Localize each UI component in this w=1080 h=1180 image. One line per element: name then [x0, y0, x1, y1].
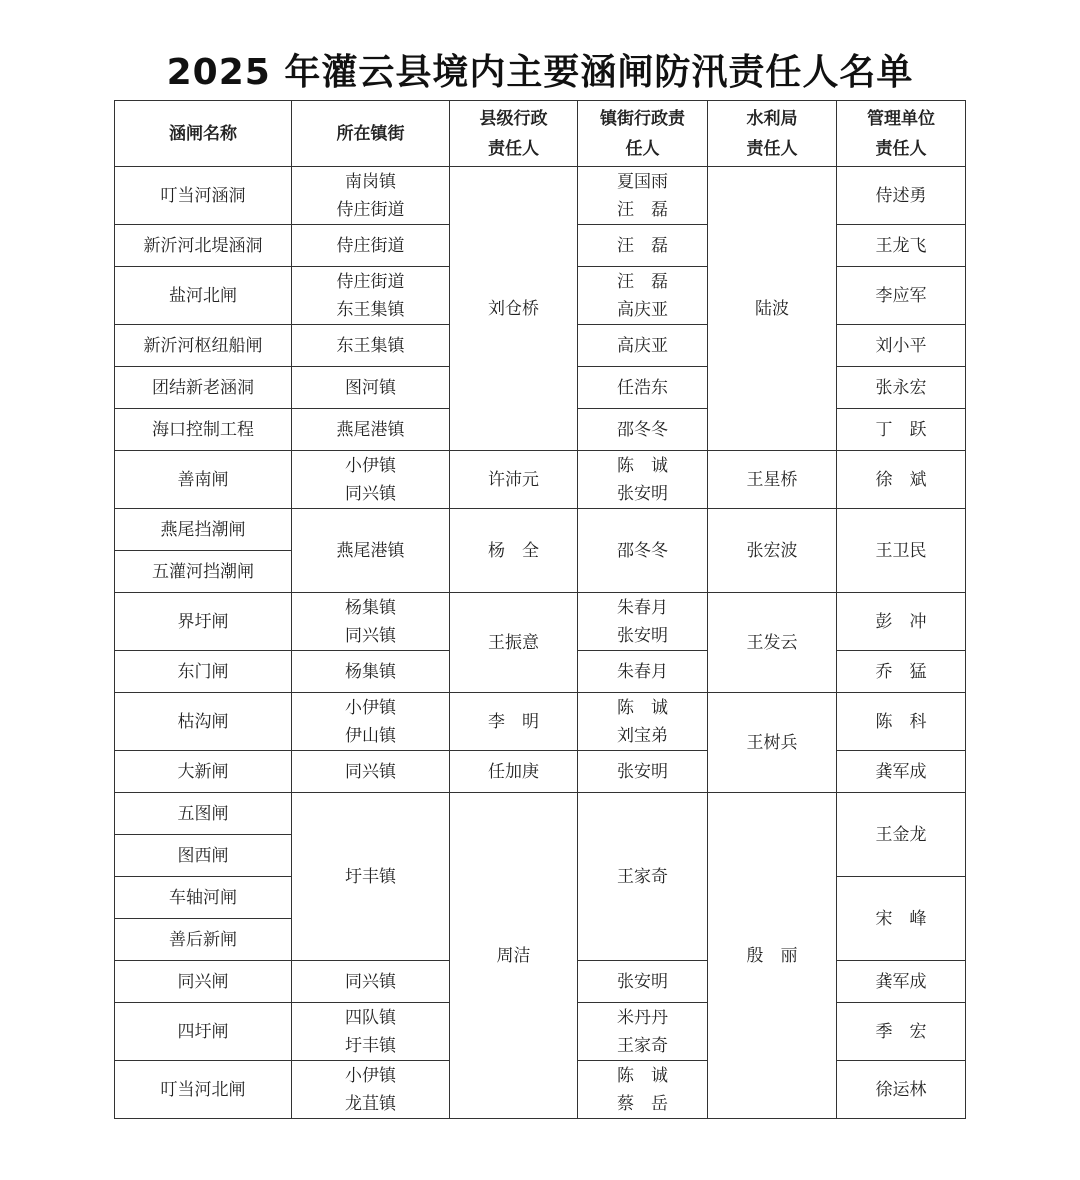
- gate-name-cell: 叮当河北闸: [115, 1061, 292, 1119]
- table-row: [115, 593, 966, 651]
- responsibility-table: [114, 100, 966, 1119]
- town-cell: 侍庄街道: [292, 225, 450, 267]
- town-responsible-cell: 汪 磊: [578, 225, 708, 267]
- gate-name-cell: 团结新老涵洞: [115, 367, 292, 409]
- header-town-responsible: 镇街行政责 任人: [578, 101, 708, 167]
- town-cell: 小伊镇 同兴镇: [292, 451, 450, 509]
- town-cell: 圩丰镇: [292, 793, 450, 961]
- town-responsible-cell: 夏国雨 汪 磊: [578, 167, 708, 225]
- management-responsible-cell: 季 宏: [837, 1003, 966, 1061]
- gate-name-cell: 盐河北闸: [115, 267, 292, 325]
- management-responsible-cell: 徐运林: [837, 1061, 966, 1119]
- table-row: [115, 693, 966, 751]
- town-cell: 小伊镇 龙苴镇: [292, 1061, 450, 1119]
- town-responsible-cell: 米丹丹 王家奇: [578, 1003, 708, 1061]
- gate-name-cell: 五图闸: [115, 793, 292, 835]
- gate-name-cell: 车轴河闸: [115, 877, 292, 919]
- county-responsible-cell: 李 明: [450, 693, 578, 751]
- town-cell: 小伊镇 伊山镇: [292, 693, 450, 751]
- town-responsible-cell: 王家奇: [578, 793, 708, 961]
- gate-name-cell: 善后新闸: [115, 919, 292, 961]
- table-row: [115, 751, 966, 793]
- county-responsible-cell: 周洁: [450, 793, 578, 1119]
- town-cell: 杨集镇 同兴镇: [292, 593, 450, 651]
- table-header-row: [115, 101, 966, 167]
- water-bureau-responsible-cell: 殷 丽: [708, 793, 837, 1119]
- table-row: [115, 167, 966, 225]
- town-responsible-cell: 陈 诚 蔡 岳: [578, 1061, 708, 1119]
- water-bureau-responsible-cell: 王星桥: [708, 451, 837, 509]
- town-cell: 图河镇: [292, 367, 450, 409]
- town-cell: 燕尾港镇: [292, 409, 450, 451]
- management-responsible-cell: 刘小平: [837, 325, 966, 367]
- header-water-bureau-responsible: 水利局 责任人: [708, 101, 837, 167]
- table-row: [115, 509, 966, 551]
- gate-name-cell: 东门闸: [115, 651, 292, 693]
- town-cell: 同兴镇: [292, 751, 450, 793]
- management-responsible-cell: 王龙飞: [837, 225, 966, 267]
- management-responsible-cell: 王金龙: [837, 793, 966, 877]
- town-responsible-cell: 陈 诚 张安明: [578, 451, 708, 509]
- town-responsible-cell: 张安明: [578, 961, 708, 1003]
- management-responsible-cell: 陈 科: [837, 693, 966, 751]
- management-responsible-cell: 李应军: [837, 267, 966, 325]
- town-cell: 南岗镇 侍庄街道: [292, 167, 450, 225]
- town-responsible-cell: 陈 诚 刘宝弟: [578, 693, 708, 751]
- gate-name-cell: 新沂河北堤涵洞: [115, 225, 292, 267]
- management-responsible-cell: 王卫民: [837, 509, 966, 593]
- water-bureau-responsible-cell: 陆波: [708, 167, 837, 451]
- county-responsible-cell: 王振意: [450, 593, 578, 693]
- town-responsible-cell: 邵冬冬: [578, 409, 708, 451]
- town-cell: 杨集镇: [292, 651, 450, 693]
- management-responsible-cell: 张永宏: [837, 367, 966, 409]
- gate-name-cell: 枯沟闸: [115, 693, 292, 751]
- gate-name-cell: 四圩闸: [115, 1003, 292, 1061]
- management-responsible-cell: 徐 斌: [837, 451, 966, 509]
- town-cell: 四队镇 圩丰镇: [292, 1003, 450, 1061]
- county-responsible-cell: 许沛元: [450, 451, 578, 509]
- management-responsible-cell: 乔 猛: [837, 651, 966, 693]
- town-cell: 燕尾港镇: [292, 509, 450, 593]
- gate-name-cell: 叮当河涵洞: [115, 167, 292, 225]
- county-responsible-cell: 任加庚: [450, 751, 578, 793]
- town-responsible-cell: 汪 磊 高庆亚: [578, 267, 708, 325]
- water-bureau-responsible-cell: 王发云: [708, 593, 837, 693]
- gate-name-cell: 善南闸: [115, 451, 292, 509]
- table-row: [115, 451, 966, 509]
- table-row: [115, 793, 966, 835]
- town-responsible-cell: 高庆亚: [578, 325, 708, 367]
- management-responsible-cell: 丁 跃: [837, 409, 966, 451]
- header-town: 所在镇街: [292, 101, 450, 167]
- gate-name-cell: 同兴闸: [115, 961, 292, 1003]
- header-gate-name: 涵闸名称: [115, 101, 292, 167]
- management-responsible-cell: 宋 峰: [837, 877, 966, 961]
- gate-name-cell: 界圩闸: [115, 593, 292, 651]
- header-county-responsible: 县级行政 责任人: [450, 101, 578, 167]
- management-responsible-cell: 龚军成: [837, 961, 966, 1003]
- gate-name-cell: 大新闸: [115, 751, 292, 793]
- town-responsible-cell: 朱春月: [578, 651, 708, 693]
- management-responsible-cell: 龚军成: [837, 751, 966, 793]
- town-responsible-cell: 张安明: [578, 751, 708, 793]
- header-management-responsible: 管理单位 责任人: [837, 101, 966, 167]
- gate-name-cell: 海口控制工程: [115, 409, 292, 451]
- town-responsible-cell: 邵冬冬: [578, 509, 708, 593]
- management-responsible-cell: 彭 冲: [837, 593, 966, 651]
- water-bureau-responsible-cell: 张宏波: [708, 509, 837, 593]
- water-bureau-responsible-cell: 王树兵: [708, 693, 837, 793]
- town-cell: 同兴镇: [292, 961, 450, 1003]
- town-responsible-cell: 任浩东: [578, 367, 708, 409]
- town-responsible-cell: 朱春月 张安明: [578, 593, 708, 651]
- page-title: 2025 年灌云县境内主要涵闸防汛责任人名单: [166, 52, 914, 93]
- gate-name-cell: 图西闸: [115, 835, 292, 877]
- gate-name-cell: 新沂河枢纽船闸: [115, 325, 292, 367]
- town-cell: 东王集镇: [292, 325, 450, 367]
- gate-name-cell: 五灌河挡潮闸: [115, 551, 292, 593]
- gate-name-cell: 燕尾挡潮闸: [115, 509, 292, 551]
- town-cell: 侍庄街道 东王集镇: [292, 267, 450, 325]
- management-responsible-cell: 侍述勇: [837, 167, 966, 225]
- county-responsible-cell: 杨 全: [450, 509, 578, 593]
- county-responsible-cell: 刘仓桥: [450, 167, 578, 451]
